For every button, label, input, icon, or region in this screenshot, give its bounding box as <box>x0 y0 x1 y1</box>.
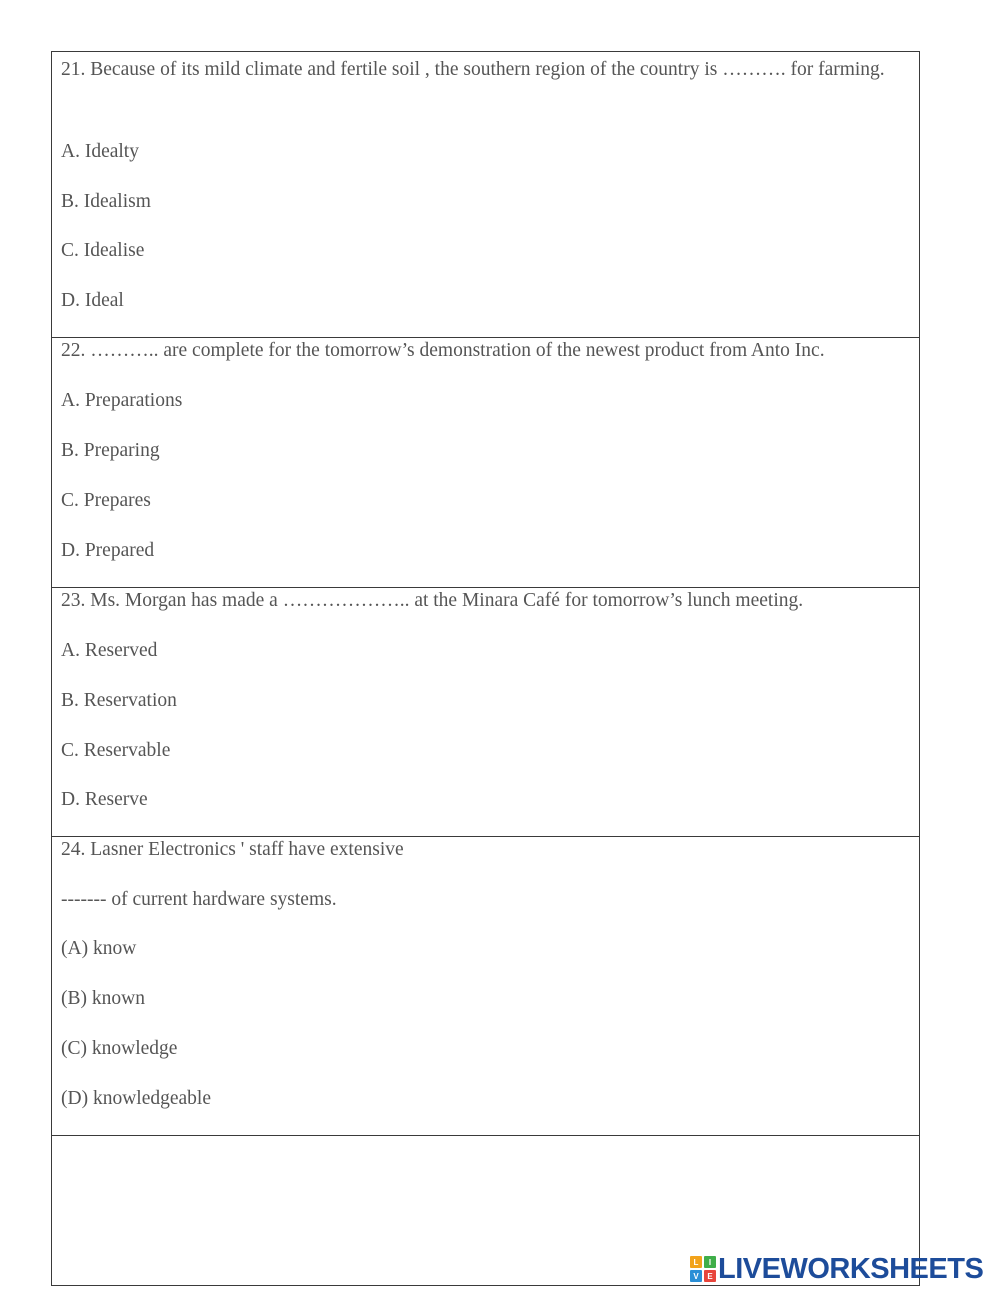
question-23-option-d[interactable]: D. Reserve <box>61 789 148 810</box>
liveworksheets-brand <box>690 1252 983 1286</box>
brand-wordmark: LIVEWORKSHEETS <box>718 1252 984 1285</box>
question-22-cell <box>52 338 919 588</box>
logo-square-e: E <box>704 1270 716 1282</box>
question-24-cell <box>52 837 919 1136</box>
question-23-option-a[interactable]: A. Reserved <box>61 640 158 661</box>
logo-square-v: V <box>690 1270 702 1282</box>
question-24-stem-line-2: ------- of current hardware systems. <box>61 889 337 910</box>
question-22-option-b[interactable]: B. Preparing <box>61 440 160 461</box>
question-24-stem-line-1: 24. Lasner Electronics ' staff have extensive <box>61 839 404 860</box>
question-22-option-c[interactable]: C. Prepares <box>61 490 151 511</box>
question-22-stem: 22. ……….. are complete for the tomorrow’s demonstration of the newest product from Anto Inc. <box>61 340 825 361</box>
question-23-option-b[interactable]: B. Reservation <box>61 690 177 711</box>
question-24-option-a[interactable]: (A) know <box>61 938 137 959</box>
question-21-cell <box>52 52 919 338</box>
question-22-option-d[interactable]: D. Prepared <box>61 540 155 561</box>
question-21-option-d[interactable]: D. Ideal <box>61 290 124 311</box>
question-24-option-b[interactable]: (B) known <box>61 988 145 1009</box>
question-23-cell <box>52 588 919 837</box>
question-22-option-a[interactable]: A. Preparations <box>61 390 183 411</box>
logo-square-l: L <box>690 1256 702 1268</box>
question-24-option-c[interactable]: (C) knowledge <box>61 1038 178 1059</box>
question-23-stem: 23. Ms. Morgan has made a ……………….. at the Minara Café for tomorrow’s lunch meeting. <box>61 590 804 611</box>
liveworksheets-logo-icon <box>690 1256 716 1282</box>
worksheet-table <box>51 51 920 1286</box>
question-21-option-c[interactable]: C. Idealise <box>61 240 145 261</box>
question-21-stem: 21. Because of its mild climate and fertile soil , the southern region of the country is ………. for farming. <box>61 59 885 80</box>
question-23-option-c[interactable]: C. Reservable <box>61 740 171 761</box>
question-21-option-b[interactable]: B. Idealism <box>61 191 151 212</box>
question-21-option-a[interactable]: A. Idealty <box>61 141 139 162</box>
logo-square-i: I <box>704 1256 716 1268</box>
question-24-option-d[interactable]: (D) knowledgeable <box>61 1088 211 1109</box>
